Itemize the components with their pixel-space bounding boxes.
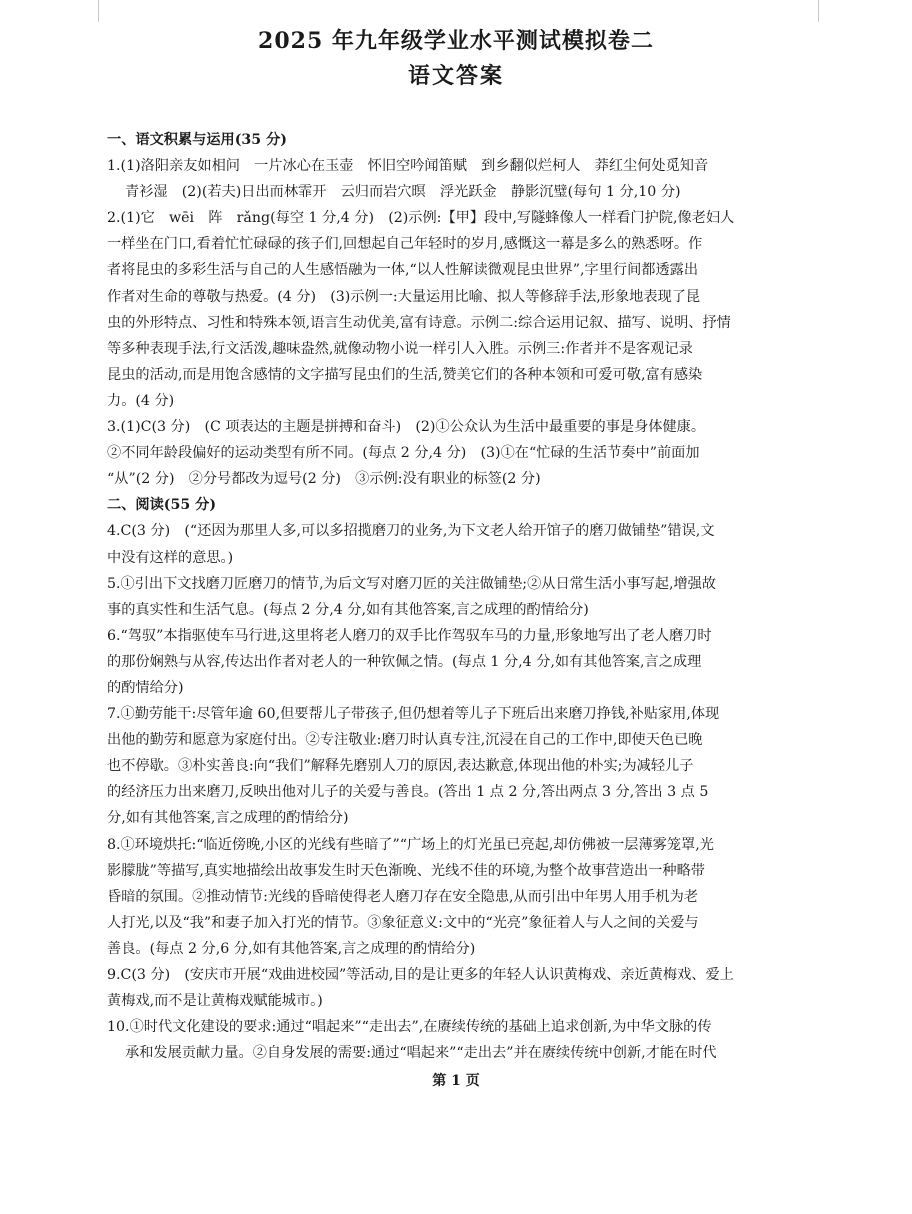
answer-line: 5.①引出下文找磨刀匠磨刀的情节,为后文写对磨刀匠的关注做铺垫;②从日常生活小事写起,增强故	[107, 575, 717, 592]
answer-line: 6.“驾驭”本指驱使车马行进,这里将老人磨刀的双手比作驾驭车马的力量,形象地写出了老人磨刀时	[107, 627, 712, 644]
answer-line: 8.①环境烘托:“临近傍晚,小区的光线有些暗了”“广场上的灯光虽已亮起,却仿佛被一层薄雾笼罩,光	[107, 836, 714, 853]
answer-line: 等多种表现手法,行文活泼,趣味盎然,就像动物小说一样引人入胜。示例三:作者并不是客观记录	[107, 340, 693, 357]
answer-line: 黄梅戏,而不是让黄梅戏赋能城市。)	[107, 993, 323, 1010]
answer-line: 承和发展贡献力量。②自身发展的需要:通过“唱起来”“走出去”并在赓续传统中创新,才能在时代	[125, 1045, 717, 1062]
answer-line: 虫的外形特点、习性和特殊本领,语言生动优美,富有诗意。示例二:综合运用记叙、描写、说明、抒情	[107, 314, 731, 331]
section-heading: 一、语文积累与运用(35 分)	[107, 132, 287, 148]
answer-line: 的那份娴熟与从容,传达出作者对老人的一种钦佩之情。(每点 1 分,4 分,如有其他答案,言之成理	[107, 653, 702, 670]
answer-line: 人打光,以及“我”和妻子加入打光的情节。③象征意义:文中的“光亮”象征着人与人之间的关爱与	[107, 914, 699, 931]
answer-line: 影朦胧”等描写,真实地描绘出故事发生时天色渐晚、光线不佳的环境,为整个故事营造出一种略带	[107, 862, 705, 879]
answer-line: 7.①勤劳能干:尽管年逾 60,但要帮儿子带孩子,但仍想着等儿子下班后出来磨刀挣钱,补贴家用,体现	[107, 706, 720, 723]
answer-line: 一样坐在门口,看着忙忙碌碌的孩子们,回想起自己年轻时的岁月,感慨这一幕是多么的熟悉呀。作	[107, 236, 703, 253]
answer-line: 事的真实性和生活气息。(每点 2 分,4 分,如有其他答案,言之成理的酌情给分)	[107, 601, 589, 618]
answer-line: 也不停歇。③朴实善良:向“我们”解释先磨别人刀的原因,表达歉意,体现出他的朴实;为减轻儿子	[107, 758, 694, 775]
answer-line: 出他的勤劳和愿意为家庭付出。②专注敬业:磨刀时认真专注,沉浸在自己的工作中,即使天色已晚	[107, 732, 703, 749]
crop-mark-right	[818, 0, 819, 22]
answer-line: 中没有这样的意思。)	[107, 549, 234, 566]
answer-body	[107, 127, 803, 1066]
answer-line: 昆虫的活动,而是用饱含感情的文字描写昆虫们的生活,赞美它们的各种本领和可爱可敬,富有感染	[107, 366, 703, 383]
answer-line: 10.①时代文化建设的要求:通过“唱起来”“走出去”,在赓续传统的基础上追求创新,为中华文脉的传	[107, 1019, 712, 1036]
answer-line: 力。(4 分)	[107, 392, 175, 409]
crop-mark-left	[98, 0, 99, 22]
answer-line: 4.C(3 分) (“还因为那里人多,可以多招揽磨刀的业务,为下文老人给开馆子的磨刀做铺垫”错误,文	[107, 523, 715, 540]
document-title: 2025 年九年级学业水平测试模拟卷二	[258, 28, 654, 54]
answer-line: 的酌情给分)	[107, 679, 184, 696]
answer-line: 者将昆虫的多彩生活与自己的人生感悟融为一体,“以人性解读微观昆虫世界”,字里行间都透露出	[107, 262, 699, 279]
answer-line: 青衫湿 (2)(若夫)日出而林霏开 云归而岩穴暝 浮光跃金 静影沉璧(每句 1 分,10 分)	[125, 184, 681, 201]
answer-line: 作者对生命的尊敬与热爱。(4 分) (3)示例一:大量运用比喻、拟人等修辞手法,形象地表现了昆	[107, 288, 701, 305]
answer-line: 昏暗的氛围。②推动情节:光线的昏暗使得老人磨刀存在安全隐患,从而引出中年男人用手机为老	[107, 888, 698, 905]
answer-line: “从”(2 分) ②分号都改为逗号(2 分) ③示例:没有职业的标签(2 分)	[107, 471, 541, 488]
answer-line: 善良。(每点 2 分,6 分,如有其他答案,言之成理的酌情给分)	[107, 940, 476, 957]
answer-line: 3.(1)C(3 分) (C 项表达的主题是拼搏和奋斗) (2)①公众认为生活中最重要的事是身体健康。	[107, 419, 706, 436]
answer-line: 的经济压力出来磨刀,反映出他对儿子的关爱与善良。(答出 1 点 2 分,答出两点 3 分,答出 3 点 5	[107, 784, 709, 801]
answer-line: ②不同年龄段偏好的运动类型有所不同。(每点 2 分,4 分) (3)①在“忙碌的生活节奏中”前面加	[107, 445, 700, 462]
section-heading: 二、阅读(55 分)	[107, 497, 217, 514]
document-subtitle: 语文答案	[407, 63, 504, 89]
answer-line: 2.(1)它 wēi 阵 rǎng(每空 1 分,4 分) (2)示例:【甲】段中,写隧蜂像人一样看门护院,像老妇人	[107, 210, 735, 227]
answer-line: 9.C(3 分) (安庆市开展“戏曲进校园”等活动,目的是让更多的年轻人认识黄梅戏、亲近黄梅戏、爱上	[107, 967, 734, 983]
page-number: 第 1 页	[432, 1073, 480, 1089]
answer-line: 分,如有其他答案,言之成理的酌情给分)	[107, 810, 349, 827]
answer-line: 1.(1)洛阳亲友如相问 一片冰心在玉壶 怀旧空吟闻笛赋 到乡翻似烂柯人 莽红尘何处觅知音	[107, 158, 709, 175]
